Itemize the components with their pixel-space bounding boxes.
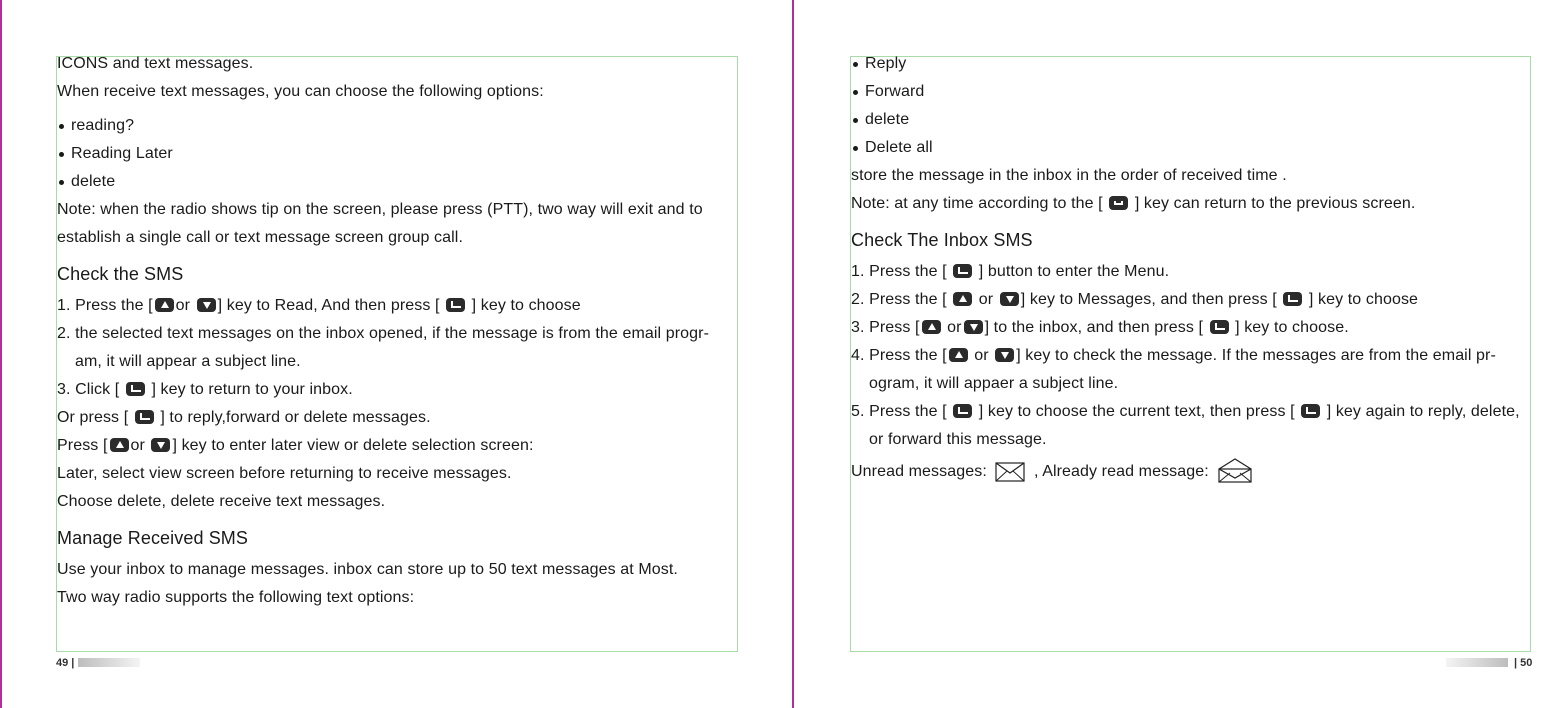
bullet-item: Reading Later — [57, 143, 757, 171]
down-key-icon — [151, 438, 170, 452]
footer-bar-left — [78, 658, 140, 667]
note-line: Note: when the radio shows tip on the screen, please press (PTT), two way will exit and to — [57, 201, 703, 218]
text-line: Later, select view screen before returning to receive messages. — [57, 465, 512, 482]
step-2: 2. the selected text messages on the inbox opened, if the message is from the email progr- — [57, 325, 710, 342]
bullet-item: Forward — [851, 81, 1550, 109]
back-key-icon — [1109, 196, 1128, 210]
bullet-item: delete — [57, 171, 757, 199]
read-envelope-icon — [1217, 457, 1253, 483]
step-5-continued: or forward this message. — [869, 431, 1047, 448]
page-spine — [792, 0, 794, 708]
up-key-icon — [949, 348, 968, 362]
text-line: store the message in the inbox in the order of received time . — [851, 167, 1287, 184]
page-number-left: 49 | — [56, 657, 75, 669]
message-status-legend: Unread messages: , Already read message: — [851, 457, 1550, 485]
step-2: 2. Press the [ or ] key to Messages, and then press [ ] key to choose — [851, 291, 1419, 308]
menu-key-icon — [1210, 320, 1229, 334]
note-line: establish a single call or text message screen group call. — [57, 229, 464, 246]
bullet-item: Reply — [851, 53, 1550, 81]
step-2-continued: am, it will appear a subject line. — [75, 353, 301, 370]
menu-key-icon — [1283, 292, 1302, 306]
bullet-item: reading? — [57, 115, 757, 143]
page-edge-left — [0, 0, 2, 708]
section-heading-inbox: Check The Inbox SMS — [851, 230, 1033, 250]
step-4: 4. Press the [ or ] key to check the message. If the messages are from the email pr- — [851, 347, 1496, 364]
down-key-icon — [964, 320, 983, 334]
text-line: Press [ or ] key to enter later view or delete selection screen: — [57, 437, 534, 454]
text-line: ICONS and text messages. — [57, 55, 254, 72]
section-heading-check-sms: Check the SMS — [57, 264, 184, 284]
up-key-icon — [110, 438, 129, 452]
bullet-item: delete — [851, 109, 1550, 137]
menu-key-icon — [1301, 404, 1320, 418]
step-3: 3. Press [ or ] to the inbox, and then press [ ] key to choose. — [851, 319, 1349, 336]
text-line: Choose delete, delete receive text messages. — [57, 493, 386, 510]
unread-envelope-icon — [995, 461, 1025, 483]
up-key-icon — [155, 298, 174, 312]
page-number-right: | 50 — [1514, 657, 1533, 669]
text-line: When receive text messages, you can choose the following options: — [57, 83, 544, 100]
step-1: 1. Press the [ ] button to enter the Menu. — [851, 263, 1170, 280]
step-4-continued: ogram, it will appaer a subject line. — [869, 375, 1119, 392]
up-key-icon — [953, 292, 972, 306]
menu-key-icon — [126, 382, 145, 396]
down-key-icon — [995, 348, 1014, 362]
note-line: Note: at any time according to the [ ] key can return to the previous screen. — [851, 195, 1416, 212]
step-3: 3. Click [ ] key to return to your inbox. — [57, 381, 353, 398]
text-line: Or press [ ] to reply,forward or delete messages. — [57, 409, 431, 426]
down-key-icon — [1000, 292, 1019, 306]
left-page-content — [57, 53, 757, 615]
menu-key-icon — [953, 404, 972, 418]
text-line: Two way radio supports the following text options: — [57, 589, 415, 606]
section-heading-manage-sms: Manage Received SMS — [57, 528, 248, 548]
footer-bar-right — [1446, 658, 1508, 667]
step-1: 1. Press the [ or ] key to Read, And then press [ ] key to choose — [57, 297, 581, 314]
menu-key-icon — [135, 410, 154, 424]
menu-key-icon — [953, 264, 972, 278]
bullet-item: Delete all — [851, 137, 1550, 165]
right-page-content — [851, 53, 1550, 485]
step-5: 5. Press the [ ] key to choose the current text, then press [ ] key again to reply, delete, — [851, 403, 1520, 420]
text-line: Use your inbox to manage messages. inbox can store up to 50 text messages at Most. — [57, 561, 678, 578]
menu-key-icon — [446, 298, 465, 312]
down-key-icon — [197, 298, 216, 312]
up-key-icon — [922, 320, 941, 334]
